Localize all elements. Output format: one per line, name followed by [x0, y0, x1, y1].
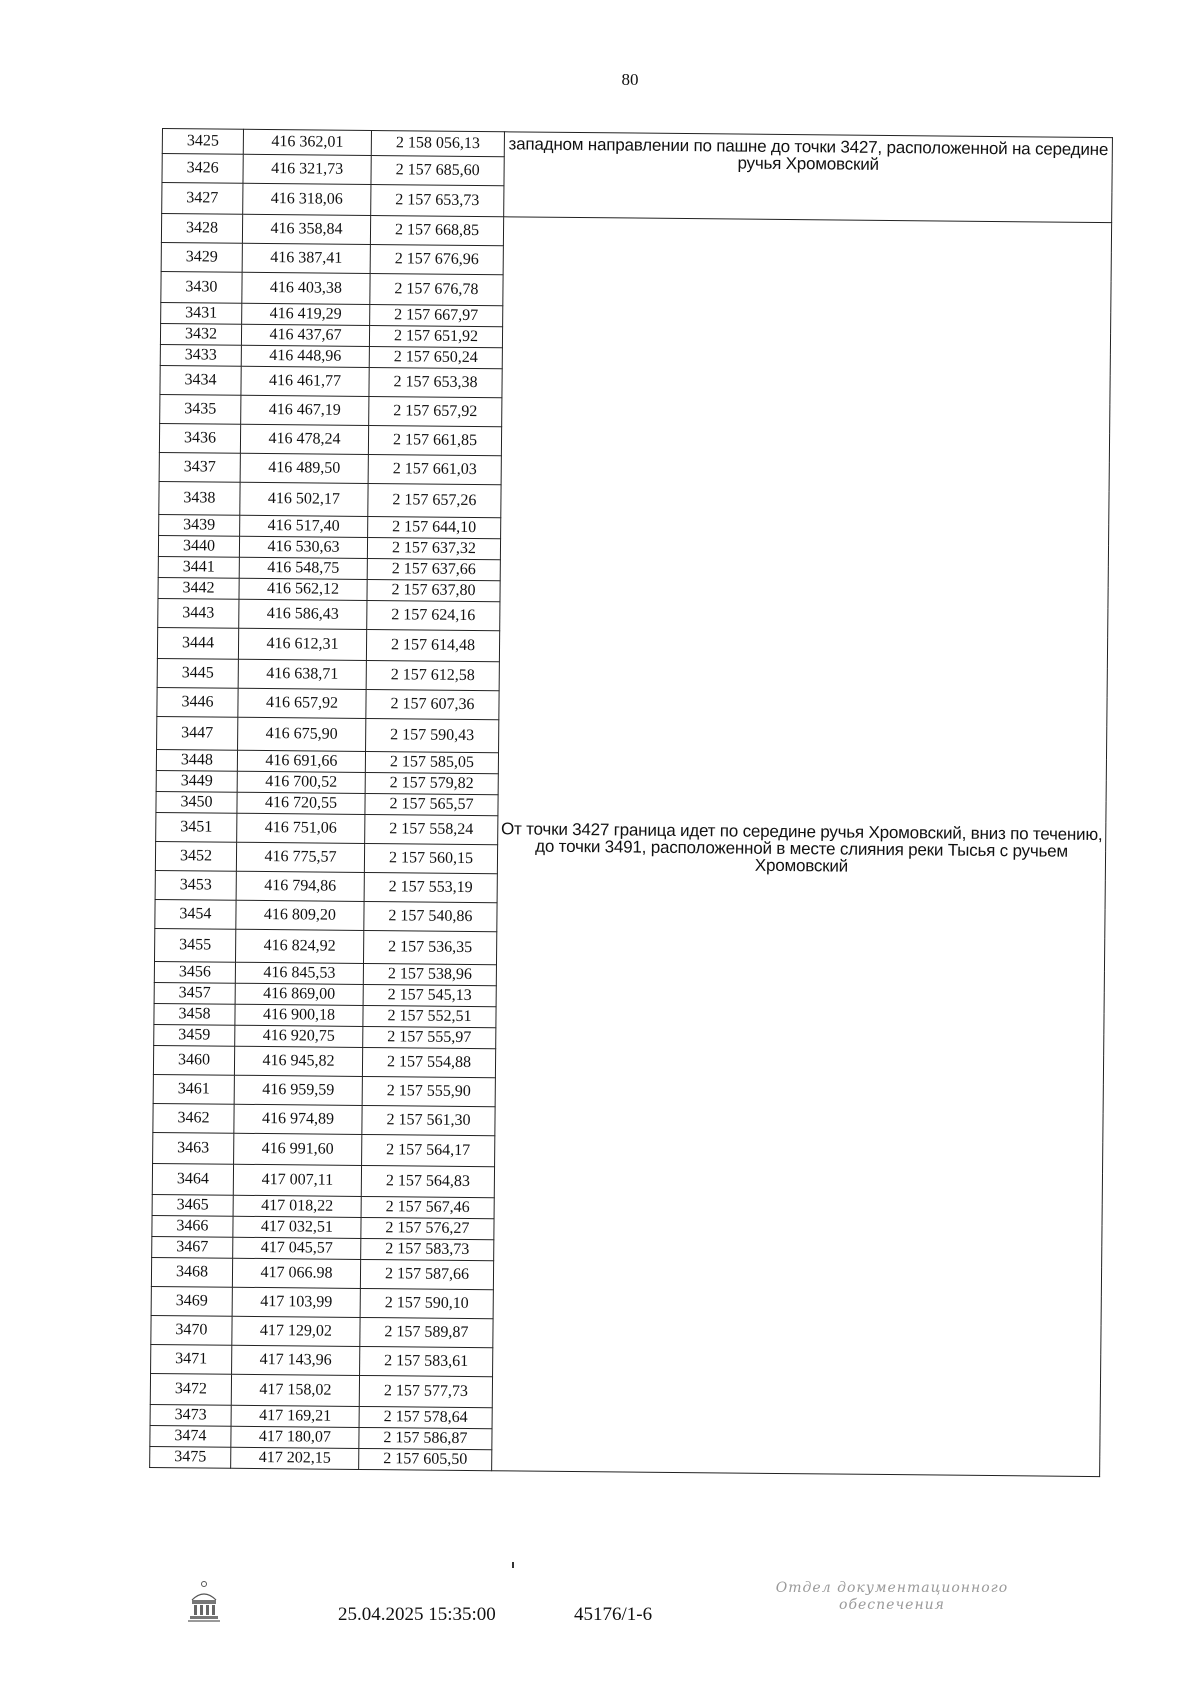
- point-number: 3436: [159, 423, 240, 453]
- coordinate-x: 416 720,55: [237, 792, 365, 814]
- coordinate-x: 417 202,15: [231, 1447, 359, 1469]
- point-number: 3426: [162, 154, 243, 184]
- coordinate-x: 417 103,99: [232, 1287, 360, 1317]
- coordinate-y: 2 157 577,73: [359, 1375, 492, 1407]
- scan-mark: [512, 1562, 514, 1568]
- point-number: 3439: [159, 514, 240, 536]
- coordinate-y: 2 157 676,96: [370, 245, 503, 275]
- coordinate-x: 416 845,53: [235, 962, 363, 984]
- point-number: 3462: [153, 1103, 234, 1133]
- point-number: 3437: [159, 452, 240, 482]
- coordinate-y: 2 157 653,38: [369, 368, 502, 398]
- point-number: 3465: [152, 1194, 233, 1216]
- coordinate-y: 2 157 605,50: [359, 1448, 492, 1470]
- coordinate-y: 2 157 624,16: [367, 600, 500, 630]
- coordinate-x: 417 018,22: [233, 1195, 361, 1217]
- coordinate-x: 416 794,86: [236, 871, 364, 901]
- coordinate-y: 2 157 560,15: [364, 843, 497, 873]
- point-number: 3428: [161, 214, 242, 244]
- coordinate-x: 416 959,59: [234, 1075, 362, 1105]
- coordinate-y: 2 157 555,90: [362, 1076, 495, 1106]
- coordinate-x: 416 437,67: [241, 324, 369, 346]
- coordinate-y: 2 157 558,24: [365, 814, 498, 844]
- point-number: 3445: [157, 658, 238, 688]
- emblem-logo-icon: [184, 1580, 224, 1624]
- coordinate-y: 2 157 585,05: [365, 751, 498, 773]
- point-number: 3431: [161, 302, 242, 324]
- point-number: 3472: [150, 1373, 231, 1405]
- coordinate-x: 416 489,50: [240, 453, 368, 483]
- point-number: 3471: [151, 1344, 232, 1374]
- point-number: 3447: [157, 716, 238, 750]
- department-stamp-line1: Отдел документационного: [775, 1580, 1009, 1596]
- coordinate-y: 2 157 651,92: [369, 326, 502, 348]
- coordinate-y: 2 157 567,46: [361, 1196, 494, 1218]
- coordinate-y: 2 157 667,97: [370, 305, 503, 327]
- point-number: 3467: [152, 1236, 233, 1258]
- point-number: 3463: [153, 1132, 234, 1164]
- point-number: 3432: [160, 323, 241, 345]
- coordinate-y: 2 157 554,88: [362, 1047, 495, 1077]
- point-number: 3446: [157, 687, 238, 717]
- coordinate-y: 2 157 578,64: [359, 1406, 492, 1428]
- coordinate-x: 416 900,18: [235, 1004, 363, 1026]
- point-number: 3443: [158, 598, 239, 628]
- point-number: 3468: [151, 1257, 232, 1287]
- coordinate-x: 416 530,63: [239, 536, 367, 558]
- point-number: 3456: [154, 961, 235, 983]
- coordinate-x: 416 809,20: [236, 900, 364, 930]
- point-number: 3444: [157, 627, 238, 659]
- point-number: 3457: [154, 982, 235, 1004]
- coordinate-x: 416 448,96: [241, 345, 369, 367]
- coordinate-y: 2 157 579,82: [365, 772, 498, 794]
- coordinate-x: 417 180,07: [231, 1426, 359, 1448]
- coordinate-x: 417 143,96: [232, 1345, 360, 1375]
- coordinate-y: 2 157 587,66: [360, 1259, 493, 1289]
- footer-datetime: 25.04.2025 15:35:00: [338, 1604, 496, 1625]
- coordinate-y: 2 157 657,26: [368, 483, 501, 517]
- coordinates-table-wrapper: [149, 128, 1112, 1477]
- coordinate-x: 416 991,60: [234, 1133, 362, 1165]
- point-number: 3450: [156, 791, 237, 813]
- point-number: 3441: [158, 556, 239, 578]
- coordinate-x: 416 612,31: [238, 628, 366, 660]
- coordinate-y: 2 157 536,35: [363, 930, 496, 964]
- coordinate-y: 2 158 056,13: [371, 131, 504, 157]
- point-number: 3454: [155, 899, 236, 929]
- coordinate-x: 416 751,06: [237, 813, 365, 843]
- coordinate-x: 417 045,57: [233, 1237, 361, 1259]
- footer-document-number: 45176/1-6: [574, 1604, 653, 1625]
- coordinate-y: 2 157 685,60: [371, 156, 504, 186]
- coordinate-y: 2 157 545,13: [363, 984, 496, 1006]
- coordinate-y: 2 157 561,30: [362, 1105, 495, 1135]
- coordinate-y: 2 157 676,78: [370, 274, 503, 306]
- coordinate-x: 416 403,38: [242, 272, 370, 304]
- point-number: 3473: [150, 1404, 231, 1426]
- point-number: 3464: [152, 1163, 233, 1195]
- point-number: 3427: [162, 183, 243, 215]
- coordinate-y: 2 157 564,83: [361, 1165, 494, 1197]
- point-number: 3461: [153, 1074, 234, 1104]
- coordinate-y: 2 157 614,48: [366, 629, 499, 661]
- coordinate-y: 2 157 657,92: [369, 396, 502, 426]
- department-stamp-line2: обеспечения: [839, 1596, 945, 1613]
- coordinate-y: 2 157 661,85: [368, 425, 501, 455]
- coordinate-x: 416 321,73: [243, 154, 371, 184]
- point-number: 3475: [150, 1446, 231, 1468]
- point-number: 3448: [156, 749, 237, 771]
- coordinate-x: 416 478,24: [240, 424, 368, 454]
- coordinate-x: 416 362,01: [243, 129, 371, 155]
- coordinate-x: 416 974,89: [234, 1104, 362, 1134]
- point-number: 3453: [155, 870, 236, 900]
- point-number: 3430: [161, 271, 242, 303]
- coordinate-x: 416 675,90: [238, 717, 366, 751]
- coordinate-x: 416 387,41: [242, 243, 370, 273]
- coordinate-y: 2 157 538,96: [363, 963, 496, 985]
- coordinates-table: [149, 128, 1113, 1477]
- coordinate-y: 2 157 540,86: [364, 901, 497, 931]
- coordinate-y: 2 157 583,61: [360, 1346, 493, 1376]
- point-number: 3460: [153, 1045, 234, 1075]
- coordinates-table-body: [150, 129, 1113, 1477]
- coordinate-y: 2 157 565,57: [365, 793, 498, 815]
- coordinate-y: 2 157 590,43: [366, 718, 499, 752]
- coordinate-x: 416 358,84: [242, 214, 370, 244]
- coordinate-y: 2 157 583,73: [361, 1238, 494, 1260]
- coordinate-y: 2 157 564,17: [362, 1134, 495, 1166]
- point-number: 3433: [160, 344, 241, 366]
- coordinate-y: 2 157 637,80: [367, 579, 500, 601]
- point-number: 3438: [159, 481, 240, 515]
- coordinate-x: 417 169,21: [231, 1405, 359, 1427]
- coordinate-y: 2 157 637,32: [367, 537, 500, 559]
- coordinate-x: 417 158,02: [231, 1374, 359, 1406]
- point-number: 3425: [162, 129, 243, 155]
- coordinate-y: 2 157 668,85: [370, 216, 503, 246]
- point-number: 3470: [151, 1315, 232, 1345]
- coordinate-y: 2 157 650,24: [369, 347, 502, 369]
- point-number: 3451: [156, 812, 237, 842]
- coordinate-y: 2 157 576,27: [361, 1217, 494, 1239]
- point-number: 3458: [154, 1003, 235, 1025]
- coordinate-x: 417 007,11: [233, 1164, 361, 1196]
- coordinate-y: 2 157 586,87: [359, 1427, 492, 1449]
- coordinate-y: 2 157 590,10: [360, 1288, 493, 1318]
- coordinate-y: 2 157 553,19: [364, 872, 497, 902]
- coordinate-x: 417 032,51: [233, 1216, 361, 1238]
- point-number: 3442: [158, 577, 239, 599]
- coordinate-x: 416 467,19: [241, 395, 369, 425]
- coordinate-x: 416 318,06: [243, 183, 371, 215]
- coordinate-y: 2 157 589,87: [360, 1317, 493, 1347]
- point-number: 3474: [150, 1425, 231, 1447]
- coordinate-x: 416 562,12: [239, 578, 367, 600]
- point-number: 3449: [156, 770, 237, 792]
- coordinate-x: 416 502,17: [240, 482, 368, 516]
- coordinate-y: 2 157 612,58: [366, 660, 499, 690]
- coordinate-x: 416 775,57: [236, 842, 364, 872]
- coordinate-y: 2 157 637,66: [367, 558, 500, 580]
- coordinate-x: 417 066.98: [232, 1258, 360, 1288]
- coordinate-y: 2 157 552,51: [363, 1005, 496, 1027]
- point-number: 3455: [154, 928, 235, 962]
- point-number: 3435: [160, 394, 241, 424]
- point-number: 3469: [151, 1286, 232, 1316]
- point-number: 3434: [160, 365, 241, 395]
- coordinate-x: 416 824,92: [235, 929, 363, 963]
- coordinate-x: 416 945,82: [234, 1046, 362, 1076]
- coordinate-x: 417 129,02: [232, 1316, 360, 1346]
- coordinate-x: 416 657,92: [238, 688, 366, 718]
- coordinate-x: 416 586,43: [239, 599, 367, 629]
- point-number: 3459: [154, 1024, 235, 1046]
- coordinate-y: 2 157 661,03: [368, 454, 501, 484]
- page-number: 80: [621, 70, 639, 89]
- coordinate-y: 2 157 555,97: [363, 1026, 496, 1048]
- department-stamp: [742, 1580, 1042, 1614]
- boundary-description-first: западном направлении по пашне до точки 3427, расположенной на середине ручья Хромовский: [504, 132, 1113, 223]
- coordinate-y: 2 157 644,10: [368, 516, 501, 538]
- point-number: 3452: [155, 841, 236, 871]
- coordinate-x: 416 548,75: [239, 557, 367, 579]
- coordinate-x: 416 920,75: [235, 1025, 363, 1047]
- boundary-description-second: От точки 3427 граница идет по середине ручья Хромовский, вниз по течению, до точки 3491, расположенной в месте слияния реки Тысья с ручьем Хромовский: [492, 217, 1112, 1477]
- point-number: 3440: [158, 535, 239, 557]
- coordinate-x: 416 638,71: [238, 659, 366, 689]
- coordinate-x: 416 419,29: [242, 303, 370, 325]
- coordinate-x: 416 461,77: [241, 366, 369, 396]
- coordinate-x: 416 700,52: [237, 771, 365, 793]
- coordinate-x: 416 517,40: [240, 515, 368, 537]
- point-number: 3429: [161, 242, 242, 272]
- coordinate-y: 2 157 607,36: [366, 689, 499, 719]
- coordinate-x: 416 691,66: [237, 750, 365, 772]
- point-number: 3466: [152, 1215, 233, 1237]
- coordinate-x: 416 869,00: [235, 983, 363, 1005]
- coordinate-y: 2 157 653,73: [371, 185, 504, 217]
